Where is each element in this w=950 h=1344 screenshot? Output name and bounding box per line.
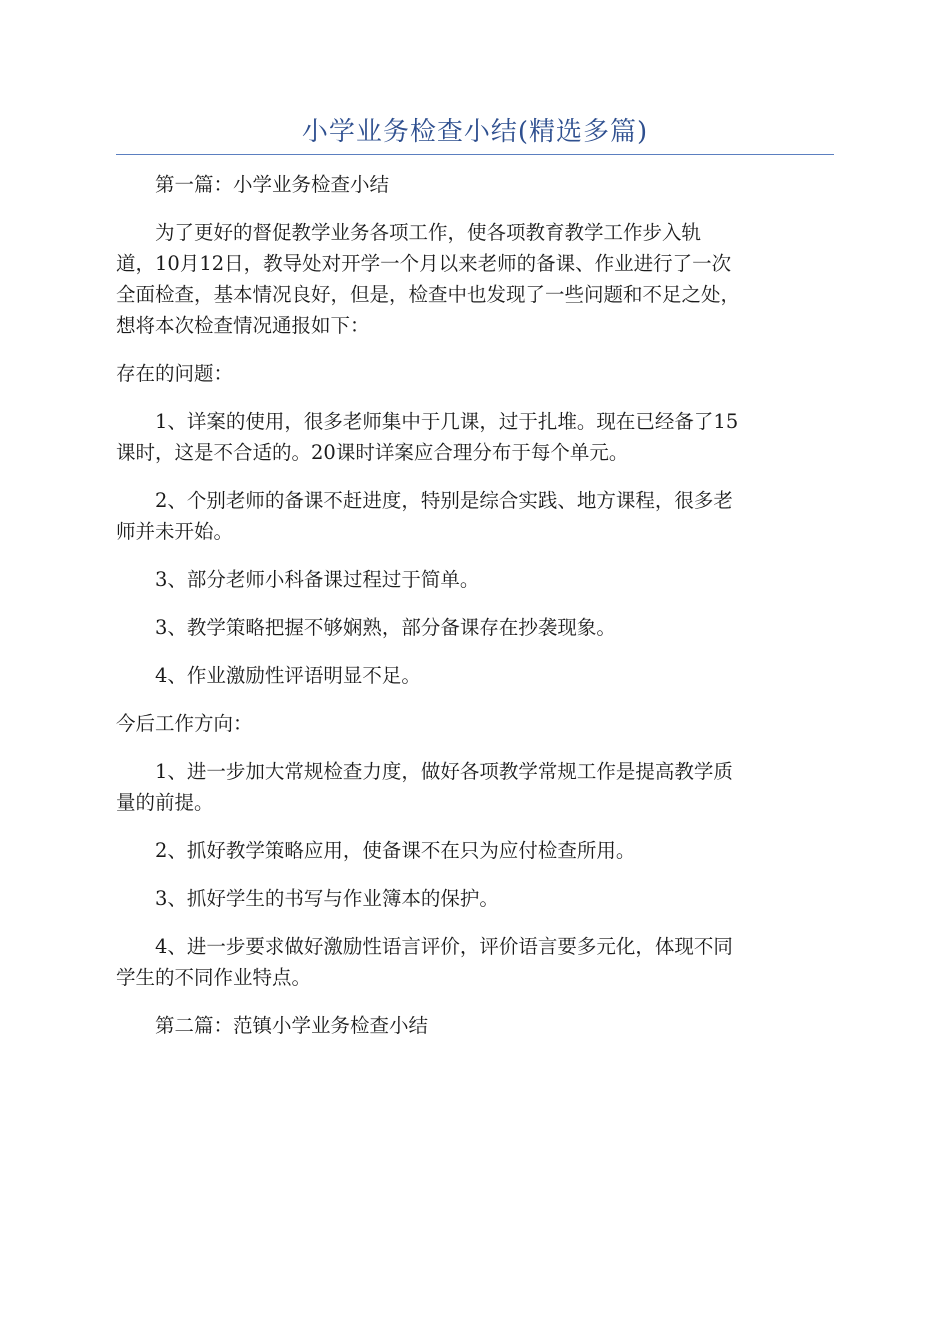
section-heading-1: 第一篇：小学业务检查小结 <box>155 173 390 196</box>
document-page <box>116 112 834 1041</box>
problem-item-3: 3、部分老师小科备课过程过于简单。 <box>155 568 480 591</box>
problems-heading: 存在的问题： <box>116 362 234 385</box>
title-underline <box>116 154 834 155</box>
direction-item-4: 4、进一步要求做好激励性语言评价，评价语言要多元化，体现不同 学生的不同作业特点。 <box>116 935 733 989</box>
intro-paragraph: 为了更好的督促教学业务各项工作，使各项教育教学工作步入轨 道，10月12日，教导处对开学一个月以来老师的备课、作业进行了一次 全面检查，基本情况良好，但是，检查中也发现了一些问题和不足之处， 想将本次检查情况通报如下： <box>116 221 741 337</box>
direction-item-1: 1、进一步加大常规检查力度，做好各项教学常规工作是提高教学质 量的前提。 <box>116 760 733 814</box>
problem-item-1: 1、详案的使用，很多老师集中于几课，过于扎堆。现在已经备了15 课时，这是不合适的。20课时详案应合理分布于每个单元。 <box>116 410 739 464</box>
direction-heading: 今后工作方向： <box>116 712 253 735</box>
document-title: 小学业务检查小结(精选多篇) <box>301 117 649 147</box>
problem-item-2: 2、个别老师的备课不赶进度，特别是综合实践、地方课程，很多老 师并未开始。 <box>116 489 733 543</box>
direction-item-3: 3、抓好学生的书写与作业簿本的保护。 <box>155 887 499 910</box>
section-heading-2: 第二篇：范镇小学业务检查小结 <box>155 1014 429 1037</box>
problem-item-3b: 3、教学策略把握不够娴熟，部分备课存在抄袭现象。 <box>155 616 616 639</box>
problem-item-4: 4、作业激励性评语明显不足。 <box>155 664 421 687</box>
direction-item-2: 2、抓好教学策略应用，使备课不在只为应付检查所用。 <box>155 839 636 862</box>
